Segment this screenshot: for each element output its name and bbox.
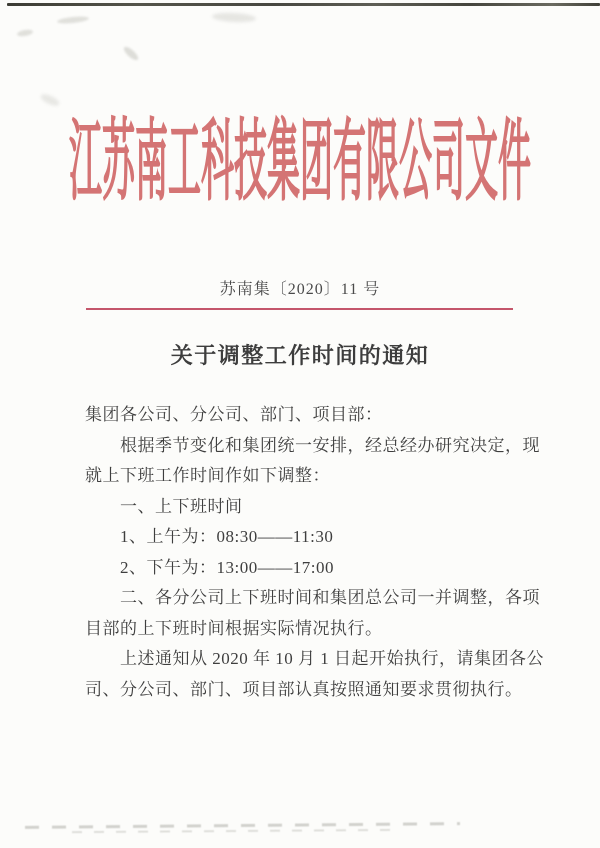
body-line: 二、各分公司上下班时间和集团总公司一并调整，各项 — [120, 588, 540, 607]
body-line: 根据季节变化和集团统一安排，经总经办研究决定，现 — [120, 435, 540, 455]
scan-smudge — [122, 45, 140, 62]
body-line: 一、上下班时间 — [120, 496, 243, 516]
notice-body — [85, 400, 547, 705]
body-line: 司、分公司、部门、项目部认真按照通知要求贯彻执行。 — [85, 679, 523, 699]
body-line: 1、上午为：08:30——11:30 — [120, 527, 334, 546]
red-divider-line — [86, 308, 513, 310]
body-line: 就上下班工作时间作如下调整： — [85, 466, 330, 485]
body-line: 集团各公司、分公司、部门、项目部： — [85, 405, 383, 424]
body-line: 上述通知从 2020 年 10 月 1 日起开始执行，请集团各公 — [120, 649, 544, 668]
scan-smudge — [17, 29, 34, 38]
scan-smudge — [212, 12, 256, 23]
document-number: 苏南集〔2020〕11 号 — [219, 281, 381, 298]
scan-smudge — [39, 92, 61, 108]
scan-edge-artifact — [7, 3, 600, 6]
notice-title: 关于调整工作时间的通知 — [170, 343, 430, 368]
company-letterhead-title: 江苏南工科技集团有限公司文件 — [69, 116, 531, 214]
body-line: 2、下午为：13:00——17:00 — [120, 557, 334, 577]
scan-smudge — [25, 822, 460, 829]
scan-smudge — [72, 829, 402, 833]
scan-smudge — [57, 15, 89, 24]
body-line: 目部的上下班时间根据实际情况执行。 — [85, 618, 383, 638]
